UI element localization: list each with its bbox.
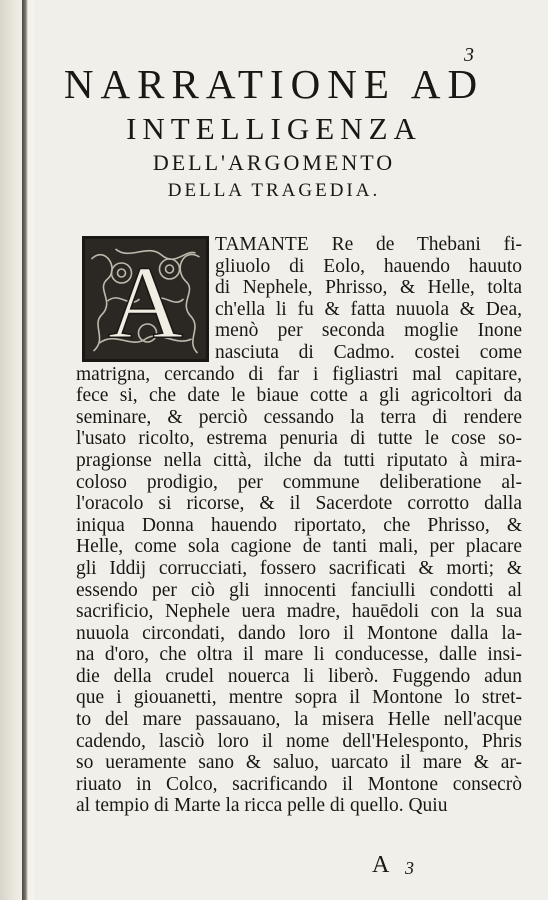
heading-line-1: NARRATIONE AD	[63, 61, 485, 107]
text-line: nuuola circondati, dando loro il Montone dalla la-	[76, 622, 522, 644]
text-line: seminare, & perciò cessando la terra di rendere	[76, 406, 522, 428]
text-line: coloso prodigio, per commune deliberatione al-	[76, 471, 522, 493]
text-line: na d'oro, che oltra il mare li conducesse, dalle insi-	[76, 644, 522, 666]
text-line: di Nephele, Phrisso, & Helle, tolta	[215, 277, 522, 299]
text-line: pragionse nella città, ilche da tutti riputato à mira-	[76, 449, 522, 471]
text-line: que i giouanetti, mentre sopra il Montone lo stret-	[76, 687, 522, 709]
text-line: gliuolo di Eolo, hauendo hauuto	[215, 255, 522, 277]
text-line: riuato in Colco, sacrificando il Montone consecrò	[76, 773, 522, 795]
text-line: to del mare passauano, la misera Helle nell'acque	[76, 709, 522, 731]
text-line: essendo per ciò gli innocenti fanciulli condotti al	[76, 579, 522, 601]
text-line: Helle, come sola cagione de tanti mali, per placare	[76, 536, 522, 558]
text-line: al tempio di Marte la ricca pelle di quello. Quiu	[76, 795, 448, 817]
text-line: l'usato ricolto, estrema penuria di tutte le cose so-	[76, 428, 522, 450]
signature-number: 3	[405, 858, 414, 878]
text-line: so ueramente sano & saluo, uarcato il mare & ar-	[76, 752, 522, 774]
text-line: fece si, che date le biaue cotte a gli agricoltori da	[76, 385, 522, 407]
text-line: ch'ella li fu & fatta nuuola & Dea,	[215, 298, 522, 320]
body-text	[76, 234, 522, 817]
text-line: gli Iddij corrucciati, fossero sacrificati & morti; &	[76, 557, 522, 579]
text-line: cadendo, lasciò loro il nome dell'Helesponto, Phris	[76, 730, 522, 752]
text-line: TAMANTE Re de Thebani fi-	[215, 234, 522, 255]
text-line: sacrificio, Nephele uera madre, hauēdoli con la sua	[76, 601, 522, 623]
heading-line-4: DELLA TRAGEDIA.	[167, 180, 381, 201]
text-line: l'oracolo si ricorse, & il Sacerdote corrotto dalla	[76, 493, 522, 515]
text-line: die della crudel nouerca li liberò. Fuggendo adun	[76, 665, 522, 687]
heading-line-2: INTELLIGENZA	[126, 111, 422, 146]
initial-letter: A	[107, 245, 184, 359]
text-line: menò per seconda moglie Inone	[215, 320, 522, 342]
signature-mark: A	[372, 852, 390, 878]
page-number: 3	[464, 44, 474, 66]
text-line: iniqua Donna hauendo riportato, che Phrisso, &	[76, 514, 522, 536]
text-line: nasciuta di Cadmo. costei come	[215, 341, 522, 363]
text-line: matrigna, cercando di far i figliastri mal capitare,	[76, 363, 522, 385]
heading-line-3: DELL'ARGOMENTO	[152, 150, 396, 175]
